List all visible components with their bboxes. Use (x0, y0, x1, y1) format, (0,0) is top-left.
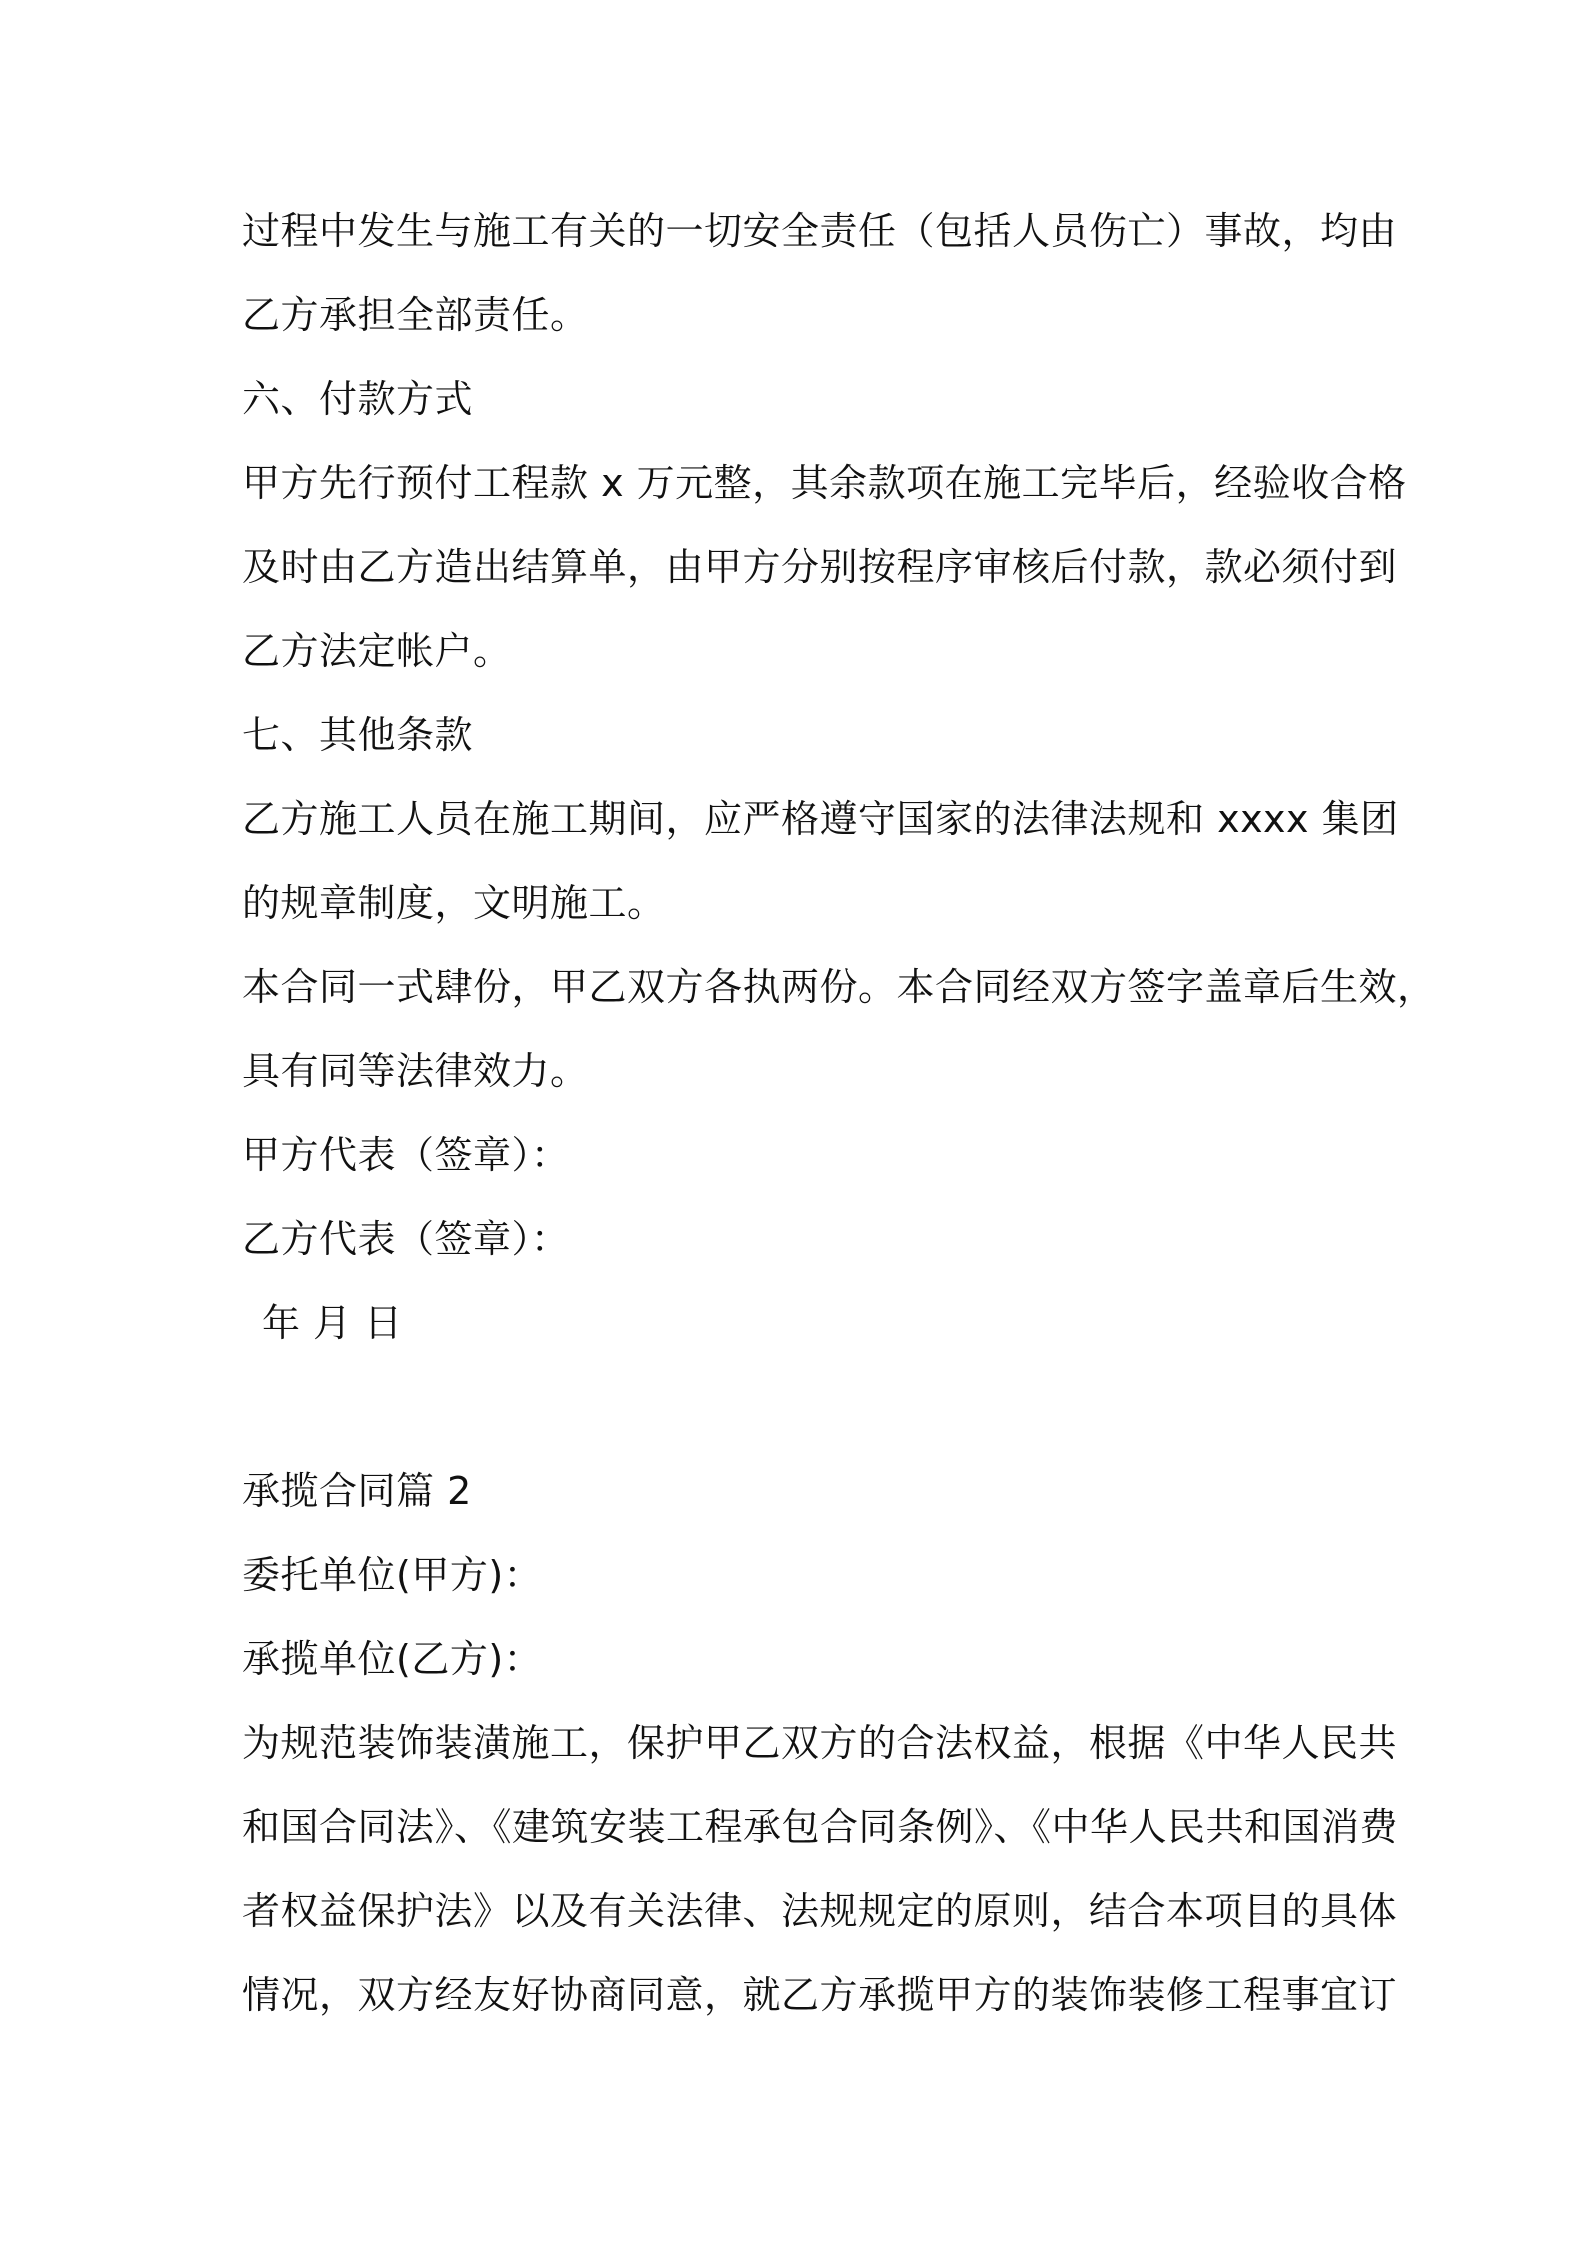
date-line: 年 月 日 (262, 1301, 403, 1345)
body-text-line: 的规章制度，文明施工。 (242, 881, 666, 925)
body-text-line: 乙方施工人员在施工期间，应严格遵守国家的法律法规和 xxxx 集团 (242, 797, 1399, 841)
contract-section-title: 承揽合同篇 2 (242, 1469, 472, 1513)
party-a-signature-line: 甲方代表（签章）： (242, 1133, 570, 1177)
body-text-line: 情况，双方经友好协商同意，就乙方承揽甲方的装饰装修工程事宜订 (242, 1973, 1398, 2017)
client-unit-line: 委托单位(甲方)： (242, 1553, 543, 1597)
party-b-signature-line: 乙方代表（签章）： (242, 1217, 570, 1261)
body-text-line: 乙方法定帐户。 (242, 629, 512, 673)
body-text-line: 过程中发生与施工有关的一切安全责任（包括人员伤亡）事故，均由 (242, 209, 1398, 253)
body-text-line: 甲方先行预付工程款 x 万元整，其余款项在施工完毕后，经验收合格 (242, 461, 1407, 505)
body-text-line: 本合同一式肆份，甲乙双方各执两份。本合同经双方签字盖章后生效， (242, 965, 1436, 1009)
body-text-line: 具有同等法律效力。 (242, 1049, 589, 1093)
body-text-line: 和国合同法》、《建筑安装工程承包合同条例》、《中华人民共和国消费 (242, 1805, 1399, 1849)
section-heading-other-terms: 七、其他条款 (242, 713, 474, 757)
body-text-line: 及时由乙方造出结算单，由甲方分别按程序审核后付款，款必须付到 (242, 545, 1398, 589)
body-text-line: 乙方承担全部责任。 (242, 293, 589, 337)
body-text-line: 为规范装饰装潢施工，保护甲乙双方的合法权益，根据《中华人民共 (242, 1721, 1398, 1765)
contractor-unit-line: 承揽单位(乙方)： (242, 1637, 543, 1681)
section-heading-payment: 六、付款方式 (242, 377, 474, 421)
body-text-line: 者权益保护法》以及有关法律、法规规定的原则，结合本项目的具体 (242, 1889, 1398, 1933)
